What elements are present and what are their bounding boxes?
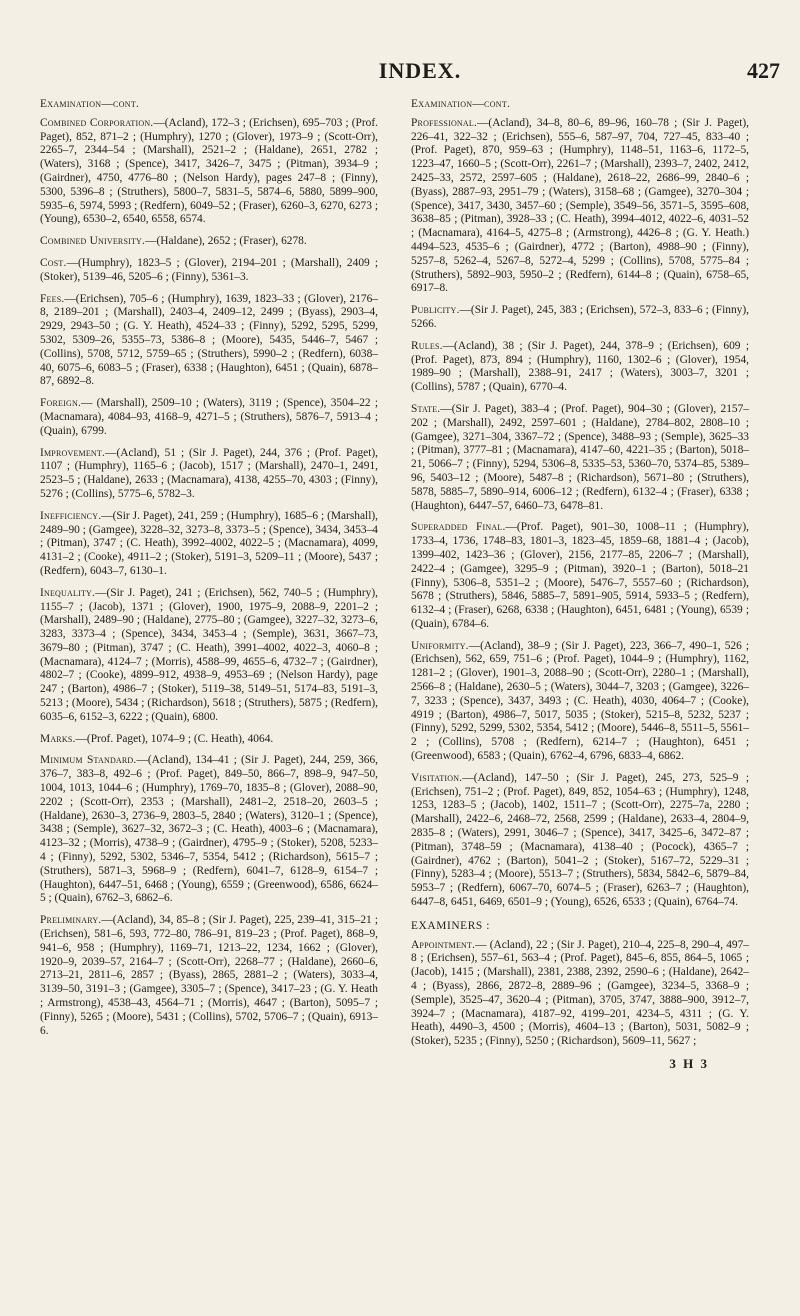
index-entry — [40, 447, 378, 502]
entry-term: Publicity. — [411, 304, 460, 317]
signature-mark: 3 H 3 — [669, 1056, 709, 1071]
entry-term: Appointment. — [411, 938, 476, 951]
index-entry — [40, 257, 378, 285]
entry-references: —(Prof. Paget), 1074–9 ; (C. Heath), 4064. — [75, 732, 274, 745]
section-heading-examiners: EXAMINERS : — [411, 919, 491, 932]
entry-term: Inequality. — [40, 586, 96, 599]
right-entry-list-examiners — [411, 939, 749, 1049]
entry-term: Uniformity. — [411, 639, 469, 652]
section-heading: Examination—cont. — [40, 98, 140, 110]
entry-references: —(Acland), 38–9 ; (Sir J. Paget), 223, 366–7, 490–1, 526 ; (Erichsen), 562, 659, 751–6 ; (Prof. Paget), 1044–9 ; (Humphry), 1162, 1281–2 ; (Glover), 1901–3, 2088–90 ; (Scott-Orr), 2280–1 ; (Marshall), 2566–8 ; (Haldane), 2630–5 ; (Waters), 3044–7, 3203 ; (Gamgee), 3226–7, 3233 ; (Spence), 3437, 3493 ; (C. Heath), 4030, 4064–7 ; (Cooke), 4919 ; (Barton), 4986–7, 5017, 5035 ; (Stoker), 5215–8, 5232, 5237 ; (Finny), 5292, 5299, 5302, 5354, 5412 ; (Moore), 5446–8, 5511–5, 5561–2 ; (Collins), 5708 ; (Redfern), 6214–7 ; (Haughton), 6451 ; (Greenwood), 6583 ; (Quain), 6762–4, 6796, 6833–4, 6862. — [411, 639, 749, 763]
index-entry — [411, 939, 749, 1049]
entry-term: Cost. — [40, 256, 67, 269]
index-entry — [40, 914, 378, 1038]
entry-references: —(Acland), 34–8, 80–6, 89–96, 160–78 ; (Sir J. Paget), 226–41, 322–32 ; (Erichsen), 555–6, 587–97, 704, 727–45, 833–40 ; (Prof. Paget), 870, 959–63 ; (Humphry), 1148–51, 1163–6, 1172–5, 1223–47, 1660–5 ; (Scott-Orr), 2261–7 ; (Marshall), 2393–7, 2402, 2412, 2425–33, 2572, 2597–605 ; (Haldane), 2618–22, 2686–99, 2840–6 ; (Byass), 2887–93, 2951–79 ; (Waters), 3158–68 ; (Gamgee), 3270–304 ; (Spence), 3417, 3430, 3457–60 ; (Semple), 3549–56, 3571–5, 3595–608, 3638–85 ; (Pitman), 3928–33 ; (C. Heath), 3994–4012, 4022–6, 4031–52 ; (Macnamara), 4164–5, 4275–8 ; (Armstrong), 4426–8 ; (G. Y. Heath.) 4494–523, 4535–6 ; (Gairdner), 4772 ; (Barton), 4988–90 ; (Finny), 5257–8, 5262–4, 5267–8, 5272–4, 5299 ; (Collins), 5708, 5775–84 ; (Struthers), 5892–903, 5950–2 ; (Redfern), 6144–8 ; (Quain), 6758–65, 6917–8. — [411, 116, 749, 295]
index-entry — [411, 117, 749, 296]
entry-references: —(Erichsen), 705–6 ; (Humphry), 1639, 1823–33 ; (Glover), 2176–8, 2189–201 ; (Marshall), 2403–4, 2409–12, 2499 ; (Byass), 2903–4, 2929, 2943–50 ; (G. Y. Heath), 4524–33 ; (Finny), 5292, 5295, 5299, 5302, 5309–26, 5355–73, 5386–8 ; (Moore), 5435, 5446–7, 5467 ; (Collins), 5708, 5712, 5759–65 ; (Struthers), 5990–2 ; (Redfern), 6038–40, 6075–6, 6083–5 ; (Fraser), 6338 ; (Haughton), 6451 ; (Quain), 6878–87, 6892–8. — [40, 292, 378, 388]
entry-term: Visitation. — [411, 771, 463, 784]
entry-term: Minimum Standard. — [40, 754, 137, 767]
index-entry — [411, 521, 749, 631]
entry-references: —(Sir J. Paget), 245, 383 ; (Erichsen), 572–3, 833–6 ; (Finny), 5266. — [411, 304, 749, 330]
entry-references: —(Acland), 51 ; (Sir J. Paget), 244, 376 ; (Prof. Paget), 1107 ; (Humphry), 1165–6 ; (Jacob), 1517 ; (Marshall), 2470–1, 2491, 2523–5 ; (Haldane), 2633 ; (Macnamara), 4138, 4255–70, 4303 ; (Finny), 5276 ; (Collins), 5775–6, 5782–3. — [40, 446, 378, 500]
entry-term: Combined University. — [40, 235, 146, 248]
entry-references: —(Haldane), 2652 ; (Fraser), 6278. — [145, 235, 307, 248]
index-entry — [411, 403, 749, 513]
entry-references: —(Acland), 172–3 ; (Erichsen), 695–703 ; (Prof. Paget), 852, 871–2 ; (Humphry), 1270 ; (Glover), 1973–9 ; (Scott-Orr), 2265–7, 2344–54 ; (Marshall), 2521–2 ; (Haldane), 2651, 2782 ; (Waters), 3168 ; (Spence), 3417, 3426–7, 3475 ; (Pitman), 3934–9 ; (Gairdner), 4750, 4776–80 ; (Nelson Hardy), pages 247–8 ; (Finny), 5300, 5396–8 ; (Struthers), 5800–7, 5831–5, 5874–6, 5880, 5899–900, 5935–6, 5974, 5993 ; (Redfern), 6049–52 ; (Fraser), 6260–3, 6270, 6273 ; (Young), 6530–2, 6540, 6558, 6574. — [40, 116, 378, 226]
index-entry — [40, 754, 378, 906]
entry-references: —(Acland), 147–50 ; (Sir J. Paget), 245, 273, 525–9 ; (Erichsen), 751–2 ; (Prof. Paget), 849, 852, 1054–63 ; (Humphry), 1248, 1253, 1283–5 ; (Jacob), 1402, 1511–7 ; (Scott-Orr), 2275–7a, 2280 ; (Marshall), 2422–6, 2468–72, 2568, 2599 ; (Haldane), 2633–4, 2804–9, 2835–8 ; (Waters), 2991, 3046–7 ; (Spence), 3417, 3425–6, 3472–87 ; (Pitman), 3748–59 ; (Macnamara), 4138–40 ; (Pocock), 4365–7 ; (Gairdner), 4762 ; (Barton), 5041–2 ; (Stoker), 5167–72, 5229–31 ; (Finny), 5283–4 ; (Moore), 5513–7 ; (Struthers), 5834, 5842–6, 5879–84, 5953–7 ; (Redfern), 6067–70, 6074–5 ; (Fraser), 6263–7 ; (Haughton), 6447–8, 6451, 6469, 6501–9 ; (Young), 6526, 6533 ; (Quain), 6764–74. — [411, 771, 749, 909]
entry-term: Fees. — [40, 292, 65, 305]
section-heading: Examination—cont. — [411, 98, 511, 110]
index-entry — [40, 235, 378, 249]
page-title: INDEX. — [378, 58, 462, 83]
index-entry — [40, 397, 378, 438]
index-entry — [411, 772, 749, 910]
index-entry — [411, 340, 749, 395]
entry-references: —(Humphry), 1823–5 ; (Glover), 2194–201 ; (Marshall), 2409 ; (Stoker), 5139–46, 5205–6 ; (Finny), 5361–3. — [40, 256, 378, 283]
entry-references: —(Prof. Paget), 901–30, 1008–11 ; (Humphry), 1733–4, 1736, 1748–83, 1801–3, 1823–45, 1859–68, 1881–4 ; (Jacob), 1399–402, 1423–36 ; (Glover), 2156, 2177–85, 2206–7 ; (Marshall), 2422–4 ; (Gamgee), 3295–9 ; (Pitman), 3920–1 ; (Barton), 5018–21 (Finny), 5306–8, 5351–2 ; (Moore), 5476–7, 5557–60 ; (Richardson), 5678 ; (Struthers), 5846, 5885–7, 5891–905, 5914, 5933–5 ; (Redfern), 6132–4 ; (Fraser), 6268, 6338 ; (Haughton), 6451, 6481 ; (Young), 6539 ; (Quain), 6784–6. — [411, 521, 749, 630]
entry-term: Professional. — [411, 116, 478, 129]
left-entry-list — [40, 117, 378, 1039]
index-entry — [40, 293, 378, 390]
entry-references: —(Acland), 134–41 ; (Sir J. Paget), 244, 259, 366, 376–7, 383–8, 492–6 ; (Prof. Paget), 849–50, 866–7, 898–9, 947–50, 1004, 1013, 1044–6 ; (Humphry), 1769–70, 1835–8 ; (Glover), 2088–90, 2202 ; (Scott-Orr), 2353 ; (Marshall), 2481–2, 2518–20, 2603–5 ; (Haldane), 2630–3, 2736–9, 2803–5, 2840 ; (Waters), 3120–1 ; (Spence), 3438 ; (Semple), 3627–32, 3672–3 ; (C. Heath), 4003–6 ; (Macnamara), 4123–32 ; (Morris), 4738–9 ; (Gairdner), 4795–9 ; (Stoker), 5208, 5233–4 ; (Finny), 5292, 5302, 5346–7, 5354, 5412 ; (Richardson), 5615–7 ; (Struthers), 5871–3, 5968–9 ; (Redfern), 6041–7, 6128–9, 6154–7 ; (Haughton), 6447–51, 6468 ; (Young), 6559 ; (Greenwood), 6586, 6624–5 ; (Quain), 6762–3, 6862–6. — [40, 754, 379, 905]
entry-references: — (Acland), 22 ; (Sir J. Paget), 210–4, 225–8, 290–4, 497–8 ; (Erichsen), 557–61, 563–4 ; (Prof. Paget), 845–6, 855, 864–5, 1065 ; (Jacob), 1415 ; (Marshall), 2381, 2388, 2392, 2590–6 ; (Haldane), 2642–4 ; (Byass), 2866, 2872–8, 2889–96 ; (Gamgee), 3234–5, 3368–9 ; (Semple), 3525–47, 3620–4 ; (Pitman), 3705, 3747, 3888–900, 3912–7, 3924–7 ; (Macnamara), 4187–92, 4199–201, 4234–5, 4311 ; (G. Y. Heath), 4490–3, 4500 ; (Morris), 4604–13 ; (Barton), 5031, 5082–9 ; (Stoker), 5235 ; (Finny), 5250 ; (Richardson), 5609–11, 5627 ; — [411, 938, 749, 1048]
entry-term: Improvement. — [40, 446, 106, 459]
index-entry — [40, 587, 378, 725]
page-number: 427 — [747, 58, 780, 83]
entry-references: — (Marshall), 2509–10 ; (Waters), 3119 ; (Spence), 3504–22 ; (Macnamara), 4084–93, 4168–9, 4271–5 ; (Struthers), 5876–7, 5913–4 ; (Quain), 6799. — [40, 397, 378, 437]
left-column — [40, 98, 378, 1046]
index-entry — [40, 733, 378, 747]
entry-references: —(Sir J. Paget), 241, 259 ; (Humphry), 1685–6 ; (Marshall), 2489–90 ; (Gamgee), 3228–32, 3273–8, 3373–5 ; (Spence), 3434, 3453–4 ; (Pitman), 3747 ; (C. Heath), 3992–4002, 4022–5 ; (Macnamara), 4099, 4131–2 ; (Cooke), 4911–2 ; (Stoker), 5191–3, 5209–11 ; (Moore), 5437 ; (Redfern), 6043–7, 6130–1. — [40, 509, 378, 577]
index-entry — [411, 640, 749, 764]
right-entry-list — [411, 117, 749, 910]
index-entry — [40, 510, 378, 579]
right-column — [411, 98, 749, 1071]
entry-term: Preliminary. — [40, 914, 102, 927]
entry-term: Rules. — [411, 339, 443, 352]
entry-term: State. — [411, 402, 441, 415]
entry-term: Combined Corporation. — [40, 116, 154, 129]
entry-term: Foreign. — [40, 397, 82, 410]
running-head — [60, 58, 780, 88]
entry-term: Marks. — [40, 732, 76, 745]
entry-references: —(Acland), 38 ; (Sir J. Paget), 244, 378–9 ; (Erichsen), 609 ; (Prof. Paget), 873, 894 ; (Humphry), 1160, 1302–6 ; (Glover), 1954, 1989–90 ; (Marshall), 2388–91, 2417 ; (Waters), 3003–7, 3201 ; (Collins), 5787 ; (Quain), 6770–4. — [411, 339, 749, 394]
entry-term: Superadded Final. — [411, 521, 506, 534]
index-entry — [411, 304, 749, 332]
entry-term: Inefficiency. — [40, 509, 102, 522]
index-entry — [40, 117, 378, 227]
entry-references: —(Sir J. Paget), 383–4 ; (Prof. Paget), 904–30 ; (Glover), 2157–202 ; (Marshall), 2492, 2597–601 ; (Haldane), 2784–802, 2808–10 ; (Gamgee), 3271–304, 3367–72 ; (Spence), 3488–93 ; (Semple), 3625–33 ; (Pitman), 3777–81 ; (Macnamara), 4147–60, 4221–35 ; (Barton), 5018–21, 5066–7 ; (Finny), 5294, 5306–8, 5335–53, 5360–70, 5374–85, 5389–96, 5403–12 ; (Moore), 5487–8 ; (Richardson), 5671–80 ; (Struthers), 5878, 5885–7, 5890–914, 6006–12 ; (Redfern), 6132–4 ; (Fraser), 6338 ; (Haughton), 6447–57, 6460–73, 6478–81. — [411, 402, 749, 512]
entry-references: —(Acland), 34, 85–8 ; (Sir J. Paget), 225, 239–41, 315–21 ; (Erichsen), 581–6, 593, 772–80, 786–91, 819–23 ; (Prof. Paget), 868–9, 941–6, 958 ; (Humphry), 1169–71, 1213–22, 1234, 1662 ; (Glover), 1920–9, 2039–57, 2164–7 ; (Scott-Orr), 2268–77 ; (Haldane), 2660–6, 2713–21, 2811–6, 2857 ; (Byass), 2865, 2881–2 ; (Waters), 3033–4, 3139–50, 3191–3 ; (Gamgee), 3305–7 ; (Spence), 3417–23 ; (G. Y. Heath ; Armstrong), 4538–43, 4564–71 ; (Morris), 4647 ; (Barton), 5095–7 ; (Finny), 5265 ; (Moore), 5431 ; (Collins), 5702, 5706–7 ; (Quain), 6913–6. — [40, 914, 378, 1037]
entry-references: —(Sir J. Paget), 241 ; (Erichsen), 562, 740–5 ; (Humphry), 1155–7 ; (Jacob), 1371 ; (Glover), 1900, 1975–9, 2088–9, 2201–2 ; (Marshall), 2489–90 ; (Haldane), 2775–80 ; (Gamgee), 3227–32, 3273–6, 3283, 3373–4 ; (Spence), 3434, 3453–4 ; (Semple), 3631, 3667–73, 3679–80 ; (Pitman), 3747 ; (C. Heath), 3991–4002, 4022–3, 4060–8 ; (Macnamara), 4124–7 ; (Morris), 4588–99, 4655–6, 4732–7 ; (Gairdner), 4802–7 ; (Cooke), 4899–912, 4938–9, 4953–69 ; (Nelson Hardy), page 247 ; (Barton), 4986–7 ; (Stoker), 5119–38, 5149–51, 5174–83, 5191–3, 5213 ; (Moore), 5434 ; (Richardson), 5618 ; (Struthers), 5875 ; (Redfern), 6035–6, 6152–3, 6222 ; (Quain), 6800. — [40, 586, 378, 723]
